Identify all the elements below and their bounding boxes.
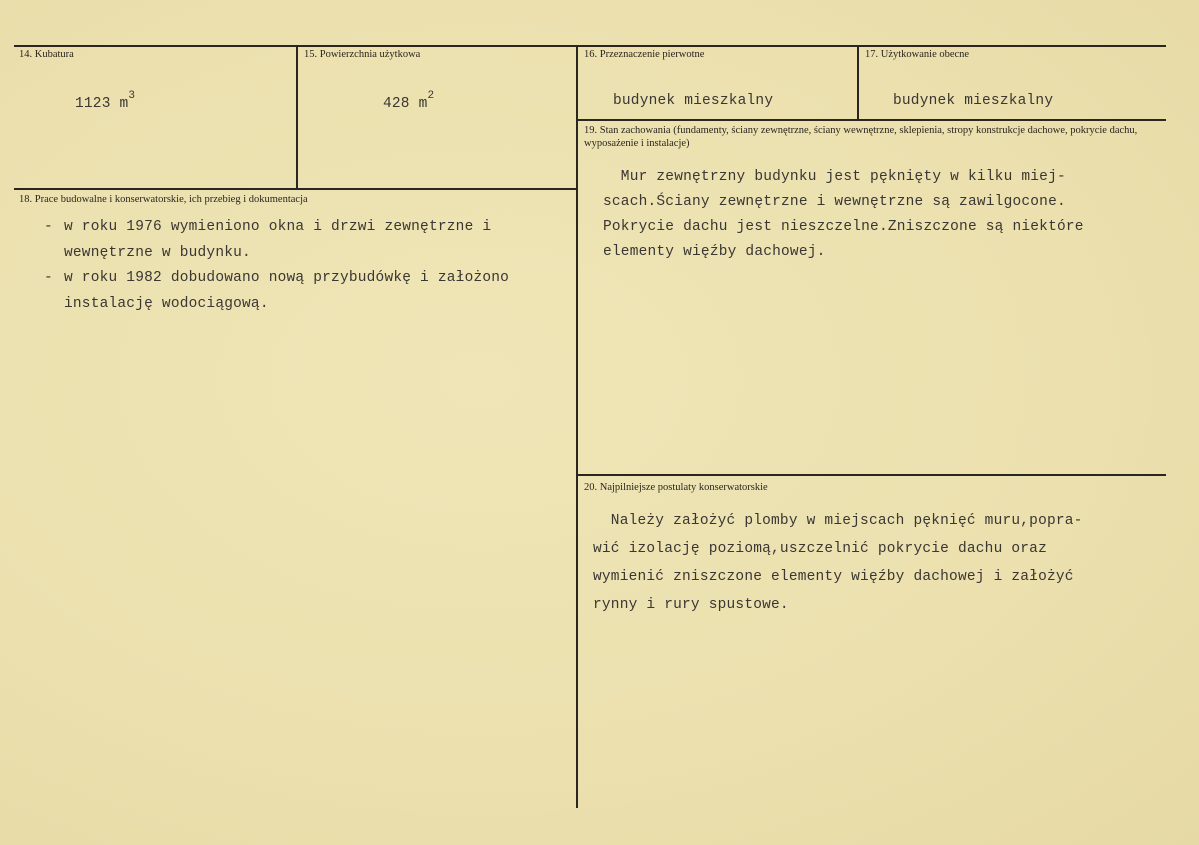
value-kubatura-exponent: 3: [128, 90, 136, 102]
text-line: wić izolację poziomą,uszczelnić pokrycie dachu oraz: [593, 541, 1047, 557]
value-przeznaczenie: budynek mieszkalny: [613, 93, 774, 109]
list-item-continuation: [44, 241, 509, 267]
list-item-line: w roku 1982 dobudowano nową przybudówkę i założono: [64, 270, 510, 286]
text-line: Należy założyć plomby w miejscach pęknięć muru,popra-: [593, 513, 1083, 529]
text-line: wymienić zniszczone elementy więźby dachowej i założyć: [593, 569, 1074, 585]
text-line: Pokrycie dachu jest nieszczelne.Zniszczone są niektóre: [603, 219, 1084, 235]
list-dash: -: [44, 270, 53, 286]
label-przeznaczenie: 16. Przeznaczenie pierwotne: [584, 49, 705, 60]
value-uzytkowanie: budynek mieszkalny: [893, 93, 1054, 109]
label-uzytkowanie: 17. Użytkowanie obecne: [865, 49, 970, 60]
value-powierzchnia-number: 428 m: [383, 95, 428, 112]
text-line: rynny i rury spustowe.: [593, 597, 789, 613]
value-kubatura-number: 1123 m: [75, 95, 129, 112]
value-kubatura: [75, 90, 136, 112]
label-kubatura: 14. Kubatura: [19, 49, 74, 60]
divider-14-15: [296, 45, 298, 189]
list-item-line: wewnętrzne w budynku.: [64, 244, 251, 261]
list-item: [44, 215, 509, 241]
text-line: Mur zewnętrzny budynku jest pęknięty w kilku miej-: [603, 169, 1066, 185]
list-item-line: w roku 1976 wymieniono okna i drzwi zewnętrzne i: [64, 219, 492, 235]
divider-center: [576, 45, 578, 808]
label-powierzchnia: 15. Powierzchnia użytkowa: [304, 49, 421, 60]
value-powierzchnia-exponent: 2: [427, 90, 435, 102]
text-line: scach.Ściany zewnętrzne i wewnętrzne są zawilgocone.: [603, 194, 1066, 210]
list-item-continuation: [44, 292, 509, 318]
divider-16-17: [857, 45, 859, 120]
value-powierzchnia: [383, 90, 435, 112]
label-stan-zachowania: 19. Stan zachowania (fundamenty, ściany zewnętrzne, ściany wewnętrzne, sklepienia, stropy konstrukcje dachowe, pokrycie dachu, wyposażenie i instalacje): [584, 125, 1138, 149]
text-line: elementy więźby dachowej.: [603, 244, 826, 260]
prace-list: [44, 215, 509, 317]
postulaty-text: [593, 507, 1083, 619]
label-prace: 18. Prace budowalne i konserwatorskie, ich przebieg i dokumentacja: [19, 194, 308, 205]
rule-19-top: [577, 119, 1166, 121]
top-rule: [14, 45, 1166, 47]
list-item-line: instalację wodociągową.: [64, 295, 269, 312]
list-item: [44, 266, 509, 292]
label-postulaty: 20. Najpilniejsze postulaty konserwatorskie: [584, 482, 768, 493]
stan-zachowania-text: [603, 165, 1084, 265]
rule-20-top: [577, 474, 1166, 476]
list-dash: -: [44, 219, 53, 235]
